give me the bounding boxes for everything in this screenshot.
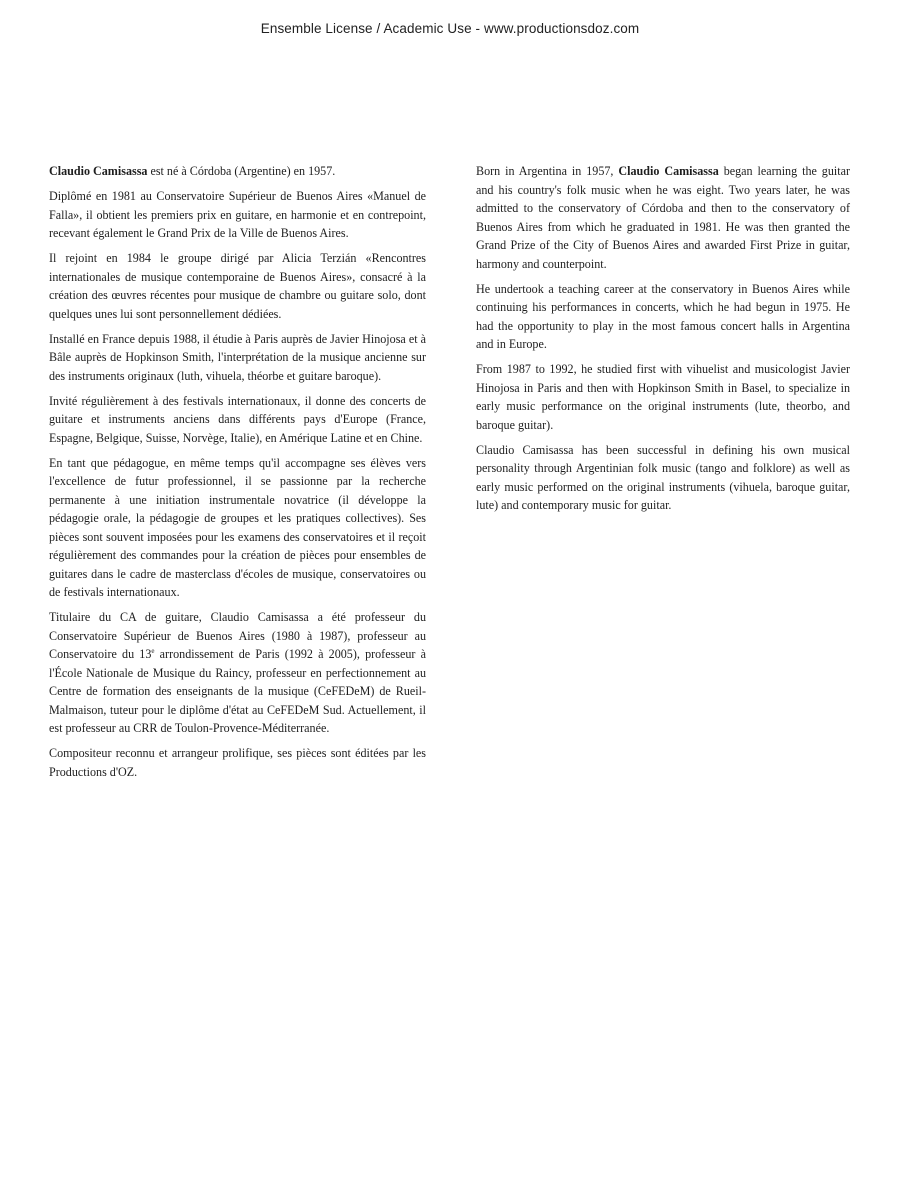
paragraph: Diplômé en 1981 au Conservatoire Supérieur de Buenos Aires «Manuel de Falla», il obtient les premiers prix en guitare, en harmonie et en contrepoint, recevant également le Grand Prix de la Ville de Buenos Aires. [49,189,426,240]
paragraph: Titulaire du CA de guitare, Claudio Camisassa a été professeur du Conservatoire Supérieur de Buenos Aires (1980 à 1987), professeur au Conservatoire du 13e arrondissement de Paris (1992 à 2005), professeur à l'École Nationale de Musique du Raincy, professeur en perfectionnement au Centre de formation des enseignants de la musique (CeFEDeM) de Rueil-Malmaison, tuteur pour le diplôme d'état au CeFEDeM Sud. Actuellement, il est professeur au CRR de Toulon-Provence-Méditerranée. [49,610,426,735]
paragraph: He undertook a teaching career at the conservatory in Buenos Aires while continuing his performances in concerts, which he had begun in 1975. He had the opportunity to play in the most famous concert halls in Argentina and in Europe. [476,281,850,351]
composer-name: Claudio Camisassa [49,164,148,178]
paragraph: Il rejoint en 1984 le groupe dirigé par Alicia Terzián «Rencontres internationales de musique contemporaine de Buenos Aires», consacré à la création des œuvres récentes pour musique de chambre ou guitare solo, dont quelques unes lui sont personnellement dédiées. [49,251,426,321]
english-biography [476,162,850,521]
paragraph: En tant que pédagogue, en même temps qu'il accompagne ses élèves vers l'excellence de futur professionnel, il se passionne par la recherche permanente à une initiation instrumentale novatrice (il développe la pédagogie orale, la pédagogie de groupes et les pratiques collectives). Ses pièces sont souvent imposées pour les examens des conservatoires et il reçoit régulièrement des commandes pour la création de pièces pour ensembles de guitares dans le cadre de masterclass d'écoles de musique, conservatoires ou de festivals internationaux. [49,455,426,599]
composer-name: Claudio Camisassa [618,164,719,178]
paragraph: Claudio Camisassa has been successful in defining his own musical personality through Argentinian folk music (tango and folklore) as well as early music performed on the original instruments (vihuela, baroque guitar, lute) and contemporary music for guitar. [476,442,850,512]
paragraph: Installé en France depuis 1988, il étudie à Paris auprès de Javier Hinojosa et à Bâle auprès de Hopkinson Smith, l'interprétation de la musique ancienne sur des instruments originaux (luth, vihuela, théorbe et guitare baroque). [49,331,426,383]
french-biography [49,162,426,788]
paragraph: Invité régulièrement à des festivals internationaux, il donne des concerts de guitare et instruments anciens dans différents pays d'Europe (France, Espagne, Belgique, Suisse, Norvège, Italie), en Amérique Latine et en Chine. [49,393,426,445]
page-header: Ensemble License / Academic Use - www.productionsdoz.com [260,21,640,36]
paragraph: Claudio Camisassa est né à Córdoba (Argentine) en 1957. [49,164,336,178]
paragraph: From 1987 to 1992, he studied first with vihuelist and musicologist Javier Hinojosa in Paris and then with Hopkinson Smith in Basel, to specialize in early music performance on the original instruments (lute, theorbo, and baroque guitar). [476,362,850,432]
paragraph: Compositeur reconnu et arrangeur prolifique, ses pièces sont éditées par les Productions d'OZ. [49,746,426,779]
paragraph: Born in Argentina in 1957, Claudio Camisassa began learning the guitar and his country's folk music when he was eight. Two years later, he was admitted to the conservatory of Córdoba and then to the conservatory of Buenos Aires from which he graduated in 1981. He was then granted the Grand Prize of the City of Buenos Aires and awarded First Prize in guitar, harmony and counterpoint. [476,164,851,271]
